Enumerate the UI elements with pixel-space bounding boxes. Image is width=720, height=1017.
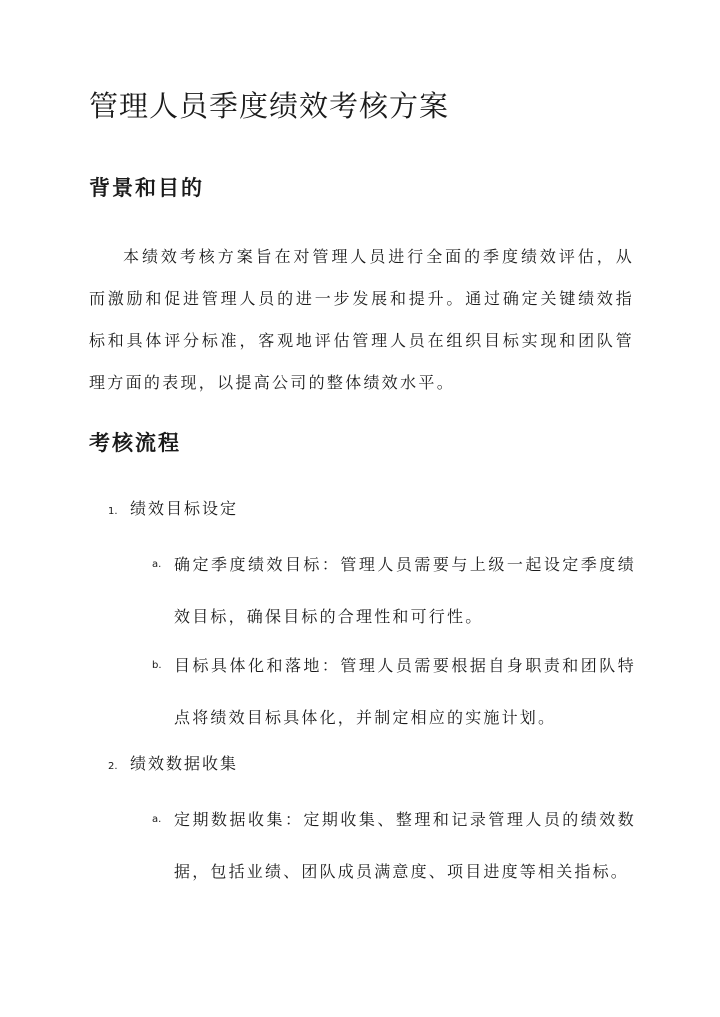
section-heading-background: 背景和目的	[89, 176, 204, 200]
section-heading-process: 考核流程	[89, 431, 181, 455]
sub-item-marker: b.	[152, 660, 162, 671]
document-title: 管理人员季度绩效考核方案	[89, 89, 450, 123]
sub-item-text: 确定季度绩效目标：管理人员需要与上级一起设定季度绩效目标，确保目标的合理性和可行性。	[174, 555, 636, 626]
process-sub-item	[152, 794, 636, 898]
step-number: 2.	[108, 761, 118, 772]
step-label: 绩效数据收集	[130, 754, 239, 773]
step-number: 1.	[108, 506, 118, 517]
process-sub-item	[152, 539, 636, 643]
sub-item-text: 目标具体化和落地：管理人员需要根据自身职责和团队特点将绩效目标具体化，并制定相应的实施计划。	[174, 656, 636, 727]
sub-item-marker: a.	[152, 814, 162, 825]
process-step	[108, 497, 238, 524]
sub-item-text: 定期数据收集：定期收集、整理和记录管理人员的绩效数据，包括业绩、团队成员满意度、项目进度等相关指标。	[174, 810, 636, 881]
process-sub-item	[152, 640, 636, 744]
process-step	[108, 752, 238, 779]
step-label: 绩效目标设定	[130, 499, 239, 518]
sub-item-marker: a.	[152, 559, 162, 570]
background-paragraph: 本绩效考核方案旨在对管理人员进行全面的季度绩效评估，从而激励和促进管理人员的进一步发展和提升。通过确定关键绩效指标和具体评分标准，客观地评估管理人员在组织目标实现和团队管理方面的表现，以提高公司的整体绩效水平。	[89, 247, 634, 392]
